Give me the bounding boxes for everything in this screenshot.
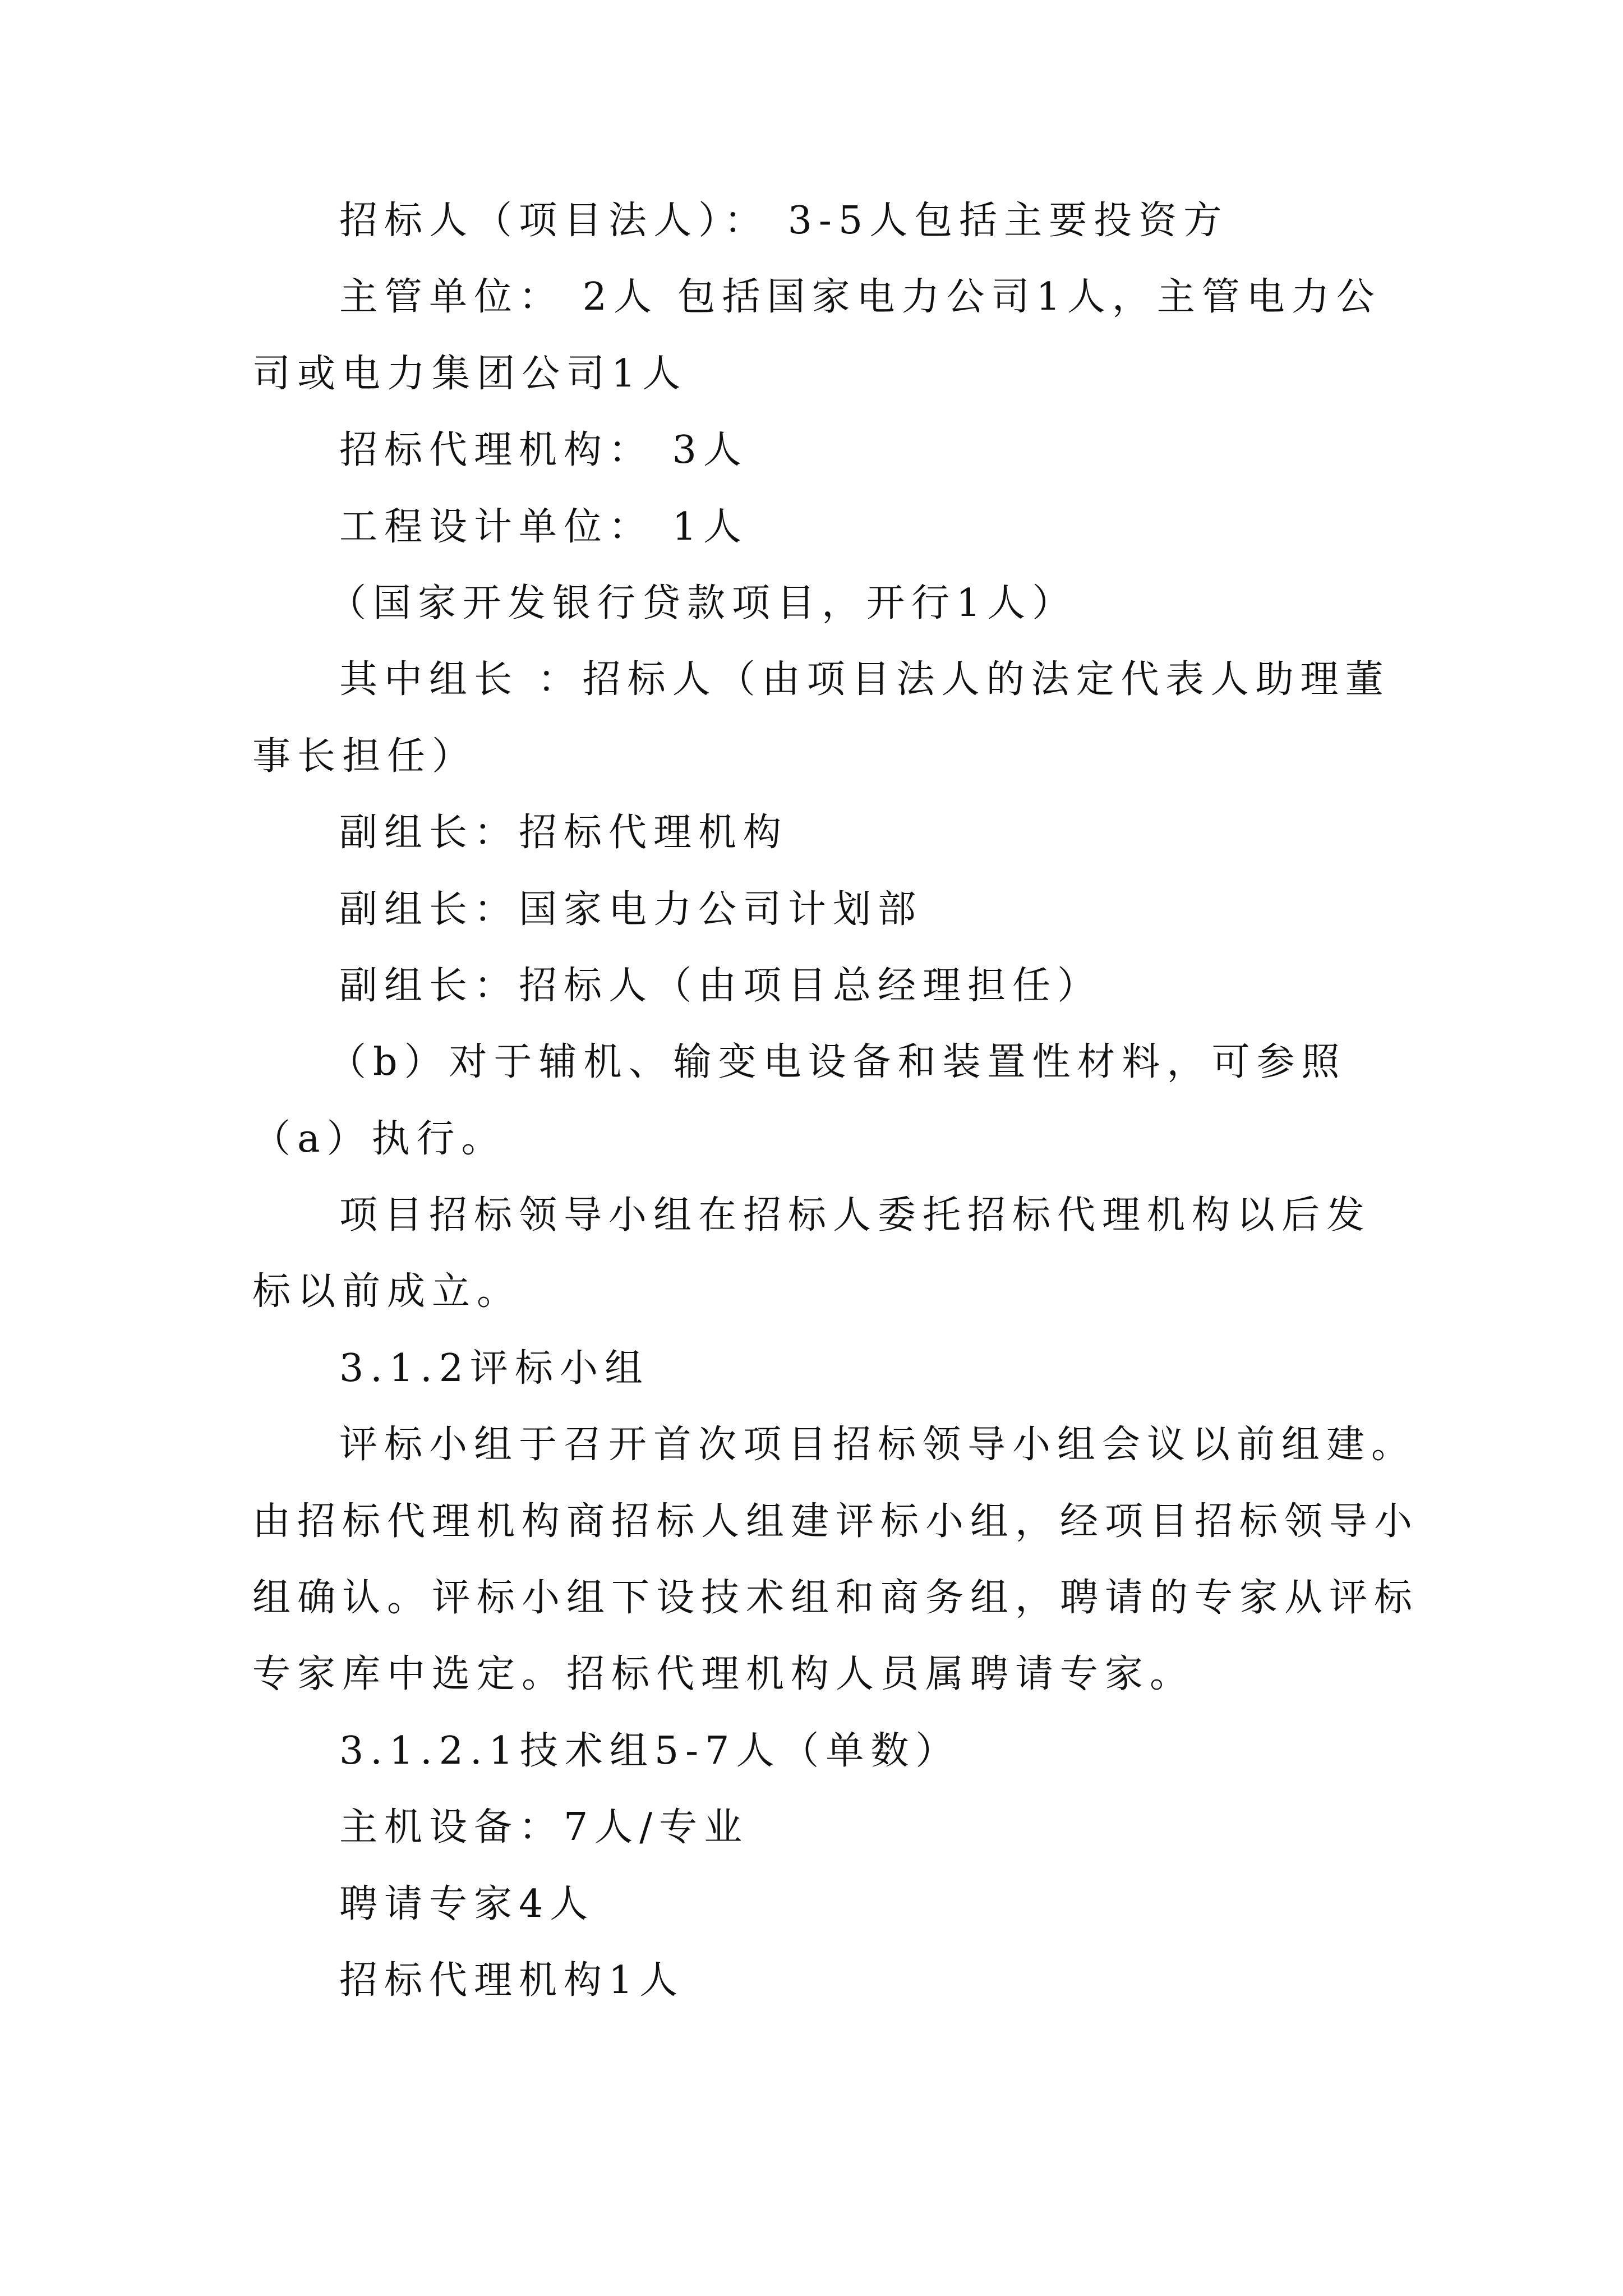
text-line-evaluation-2: 由招标代理机构商招标人组建评标小组，经项目招标领导小: [252, 1499, 1419, 1544]
text-line-main-equipment: 主机设备：7人/专业: [339, 1805, 749, 1850]
text-line-evaluation-1: 评标小组于召开首次项目招标领导小组会议以前组建。: [339, 1423, 1417, 1467]
text-line-evaluation-4: 专家库中选定。招标代理机构人员属聘请专家。: [252, 1652, 1195, 1697]
section-heading-technical-group: 3.1.2.1技术组5-7人（单数）: [339, 1728, 961, 1773]
text-line-cdb-loan: （国家开发银行贷款项目，开行1人）: [328, 581, 1077, 625]
section-heading-evaluation-group: 3.1.2评标小组: [339, 1346, 650, 1391]
text-line-item-b-cont: （a）执行。: [252, 1116, 506, 1161]
text-line-leading-group: 项目招标领导小组在招标人委托招标代理机构以后发: [339, 1193, 1372, 1238]
text-line-design-unit: 工程设计单位： 1人: [339, 504, 748, 549]
text-line-leader-cont: 事长担任）: [252, 734, 477, 779]
text-line-supervisor: 主管单位： 2人 包括国家电力公司1人，主管电力公: [339, 275, 1381, 320]
text-line-agency-member: 招标代理机构1人: [339, 1958, 685, 2003]
text-line-supervisor-cont: 司或电力集团公司1人: [252, 351, 688, 396]
text-line-deputy-3: 副组长：招标人（由项目总经理担任）: [339, 963, 1103, 1008]
document-body: [252, 199, 1419, 2038]
text-line-agency: 招标代理机构： 3人: [339, 428, 748, 473]
text-line-experts: 聘请专家4人: [339, 1881, 595, 1926]
text-line-deputy-2: 副组长：国家电力公司计划部: [339, 887, 923, 932]
text-line-tenderer: 招标人（项目法人）： 3-5人包括主要投资方: [339, 199, 1229, 243]
text-line-item-b: （b）对于辅机、输变电设备和装置性材料，可参照: [328, 1040, 1347, 1085]
text-line-leader: 其中组长 ：招标人（由项目法人的法定代表人助理董: [339, 657, 1390, 702]
text-line-evaluation-3: 组确认。评标小组下设技术组和商务组，聘请的专家从评标: [252, 1576, 1419, 1621]
text-line-deputy-1: 副组长：招标代理机构: [339, 811, 789, 855]
text-line-leading-group-cont: 标以前成立。: [252, 1269, 522, 1314]
